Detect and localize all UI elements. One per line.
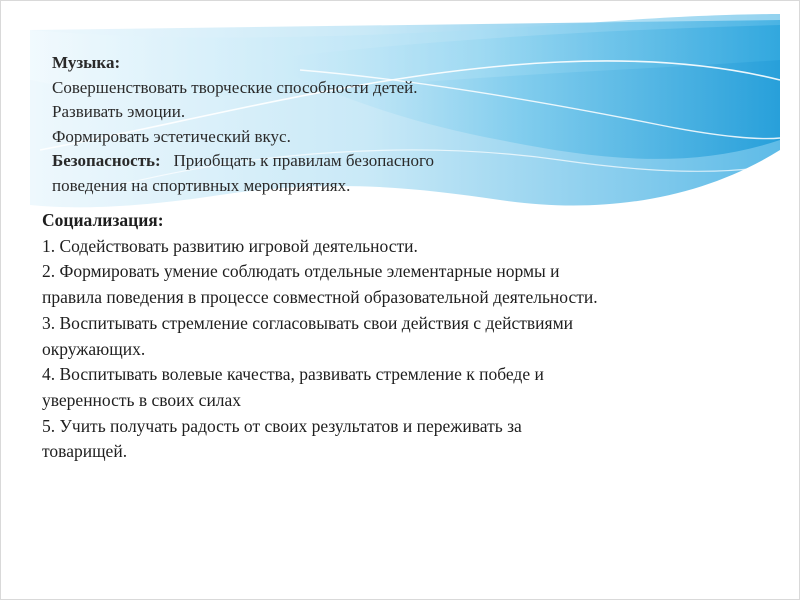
socialization-line: уверенность в своих силах (42, 389, 242, 410)
socialization-line: 3. Воспитывать стремление согласовывать свои действия с действиями (42, 312, 574, 333)
safety-line-1: Приобщать к правилам безопасного (173, 151, 435, 170)
socialization-line: окружающих. (42, 338, 146, 359)
music-heading: Музыка: (52, 53, 121, 72)
music-line-2: Развивать эмоции. (52, 102, 186, 121)
socialization-line: 1. Содействовать развитию игровой деятельности. (42, 235, 418, 256)
socialization-line: 2. Формировать умение соблюдать отдельные элементарные нормы и (42, 261, 560, 282)
safety-heading: Безопасность: (52, 151, 161, 170)
socialization-heading: Социализация: (42, 210, 164, 230)
music-line-3: Формировать эстетический вкус. (52, 126, 291, 146)
music-line-1: Совершенствовать творческие способности детей. (52, 77, 418, 97)
safety-line-2: поведения на спортивных мероприятиях. (52, 175, 351, 195)
socialization-line: правила поведения в процессе совместной образовательной деятельности. (42, 287, 598, 308)
socialization-line: 4. Воспитывать волевые качества, развивать стремление к победе и (42, 364, 544, 385)
socialization-line: товарищей. (42, 441, 128, 462)
socialization-line: 5. Учить получать радость от своих результатов и переживать за (42, 415, 522, 436)
